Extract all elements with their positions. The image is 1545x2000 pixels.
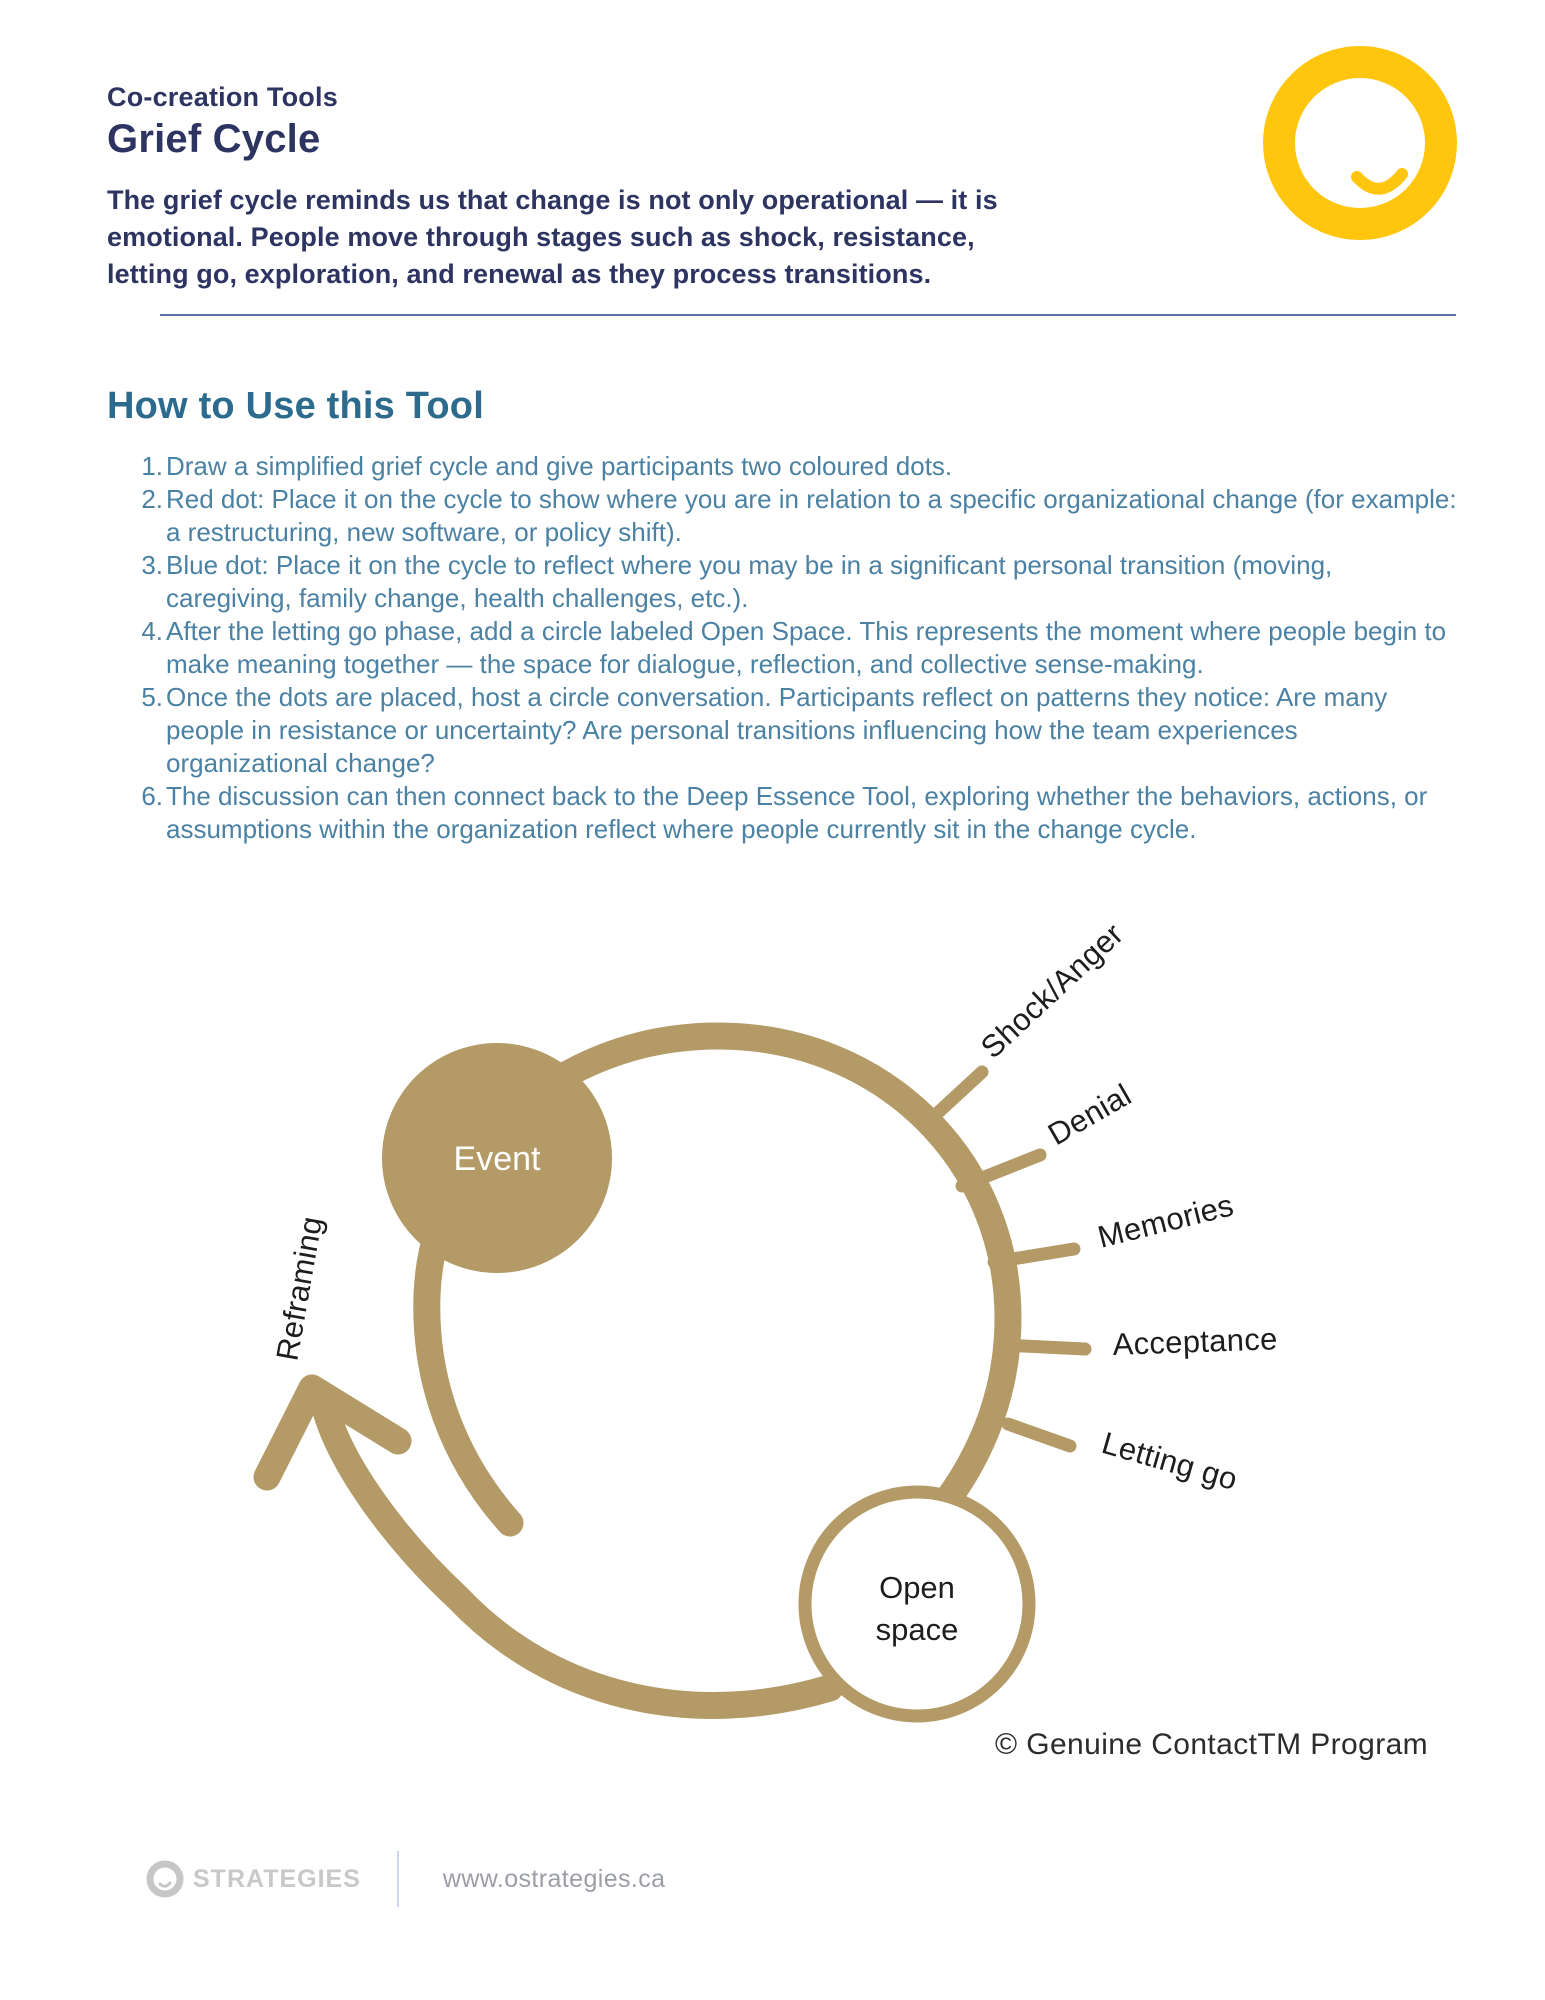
header [107, 82, 338, 162]
footer-divider [397, 1851, 399, 1907]
footer-logo-ring-icon [150, 1864, 180, 1894]
step-number: 3. [141, 550, 163, 580]
step-text: The discussion can then connect back to the Deep Essence Tool, exploring whether the behaviors, actions, or assumptions within the organization reflect where people currently sit in the change cycle. [166, 781, 1428, 844]
smile-ring-logo [1260, 43, 1460, 243]
open-space-label-line2: space [875, 1612, 959, 1647]
steps-list [107, 450, 1459, 846]
step-text: After the letting go phase, add a circle labeled Open Space. This represents the moment where people begin to make meaning together — the space for dialogue, reflection, and collective sense-making. [166, 616, 1447, 679]
tick-shock-anger [930, 1072, 982, 1120]
stage-label-denial: Denial [1042, 1076, 1138, 1153]
step-number: 4. [141, 616, 163, 646]
step-text: Blue dot: Place it on the cycle to reflect where you may be in a significant personal transition (moving, caregiving, family change, health challenges, etc.). [166, 550, 1333, 613]
logo-ring-icon [1279, 62, 1441, 224]
footer [145, 1850, 665, 1908]
stage-label-letting-go: Letting go [1098, 1425, 1242, 1498]
step-item [107, 681, 1459, 780]
tick-acceptance [1003, 1345, 1085, 1349]
step-item [107, 450, 1459, 483]
stage-label-shock-anger: Shock/Anger [973, 916, 1131, 1066]
step-text: Once the dots are placed, host a circle conversation. Participants reflect on patterns they notice: Are many people in resistance or uncertainty? Are personal transitions influencing how the team experiences organizational change? [166, 682, 1388, 778]
stage-label-memories: Memories [1094, 1187, 1238, 1255]
intro-paragraph: The grief cycle reminds us that change is not only operational — it is emotional. People move through stages such as shock, resistance, letting go, exploration, and renewal as they process transitions. [107, 185, 998, 289]
step-item [107, 780, 1459, 846]
step-item [107, 615, 1459, 681]
step-number: 1. [141, 451, 163, 481]
step-number: 5. [141, 682, 163, 712]
grief-cycle-diagram [0, 880, 1545, 1780]
open-space-label-line1: Open [879, 1570, 955, 1605]
stage-label-reframing: Reframing [269, 1213, 330, 1364]
step-item [107, 549, 1459, 615]
website-link[interactable]: www.ostrategies.ca [442, 1864, 666, 1893]
program-credit: © Genuine ContactTM Program [995, 1728, 1429, 1761]
logo-smile-icon [1357, 174, 1402, 189]
eyebrow-label: Co-creation Tools [107, 82, 338, 112]
step-text: Draw a simplified grief cycle and give participants two coloured dots. [166, 451, 953, 481]
footer-smile-ring-logo [145, 1859, 185, 1899]
header-divider [160, 314, 1456, 316]
step-number: 6. [141, 781, 163, 811]
section-heading: How to Use this Tool [107, 385, 484, 427]
footer-logo-smile-icon [160, 1883, 170, 1886]
page-title: Grief Cycle [107, 117, 321, 161]
step-text: Red dot: Place it on the cycle to show where you are in relation to a specific organizational change (for example: a restructuring, new software, or policy shift). [166, 484, 1457, 547]
event-label: Event [453, 1140, 541, 1178]
step-number: 2. [141, 484, 163, 514]
tick-letting-go [1008, 1424, 1070, 1446]
step-item [107, 483, 1459, 549]
brand-name: STRATEGIES [193, 1864, 361, 1893]
stage-label-acceptance: Acceptance [1112, 1321, 1279, 1362]
